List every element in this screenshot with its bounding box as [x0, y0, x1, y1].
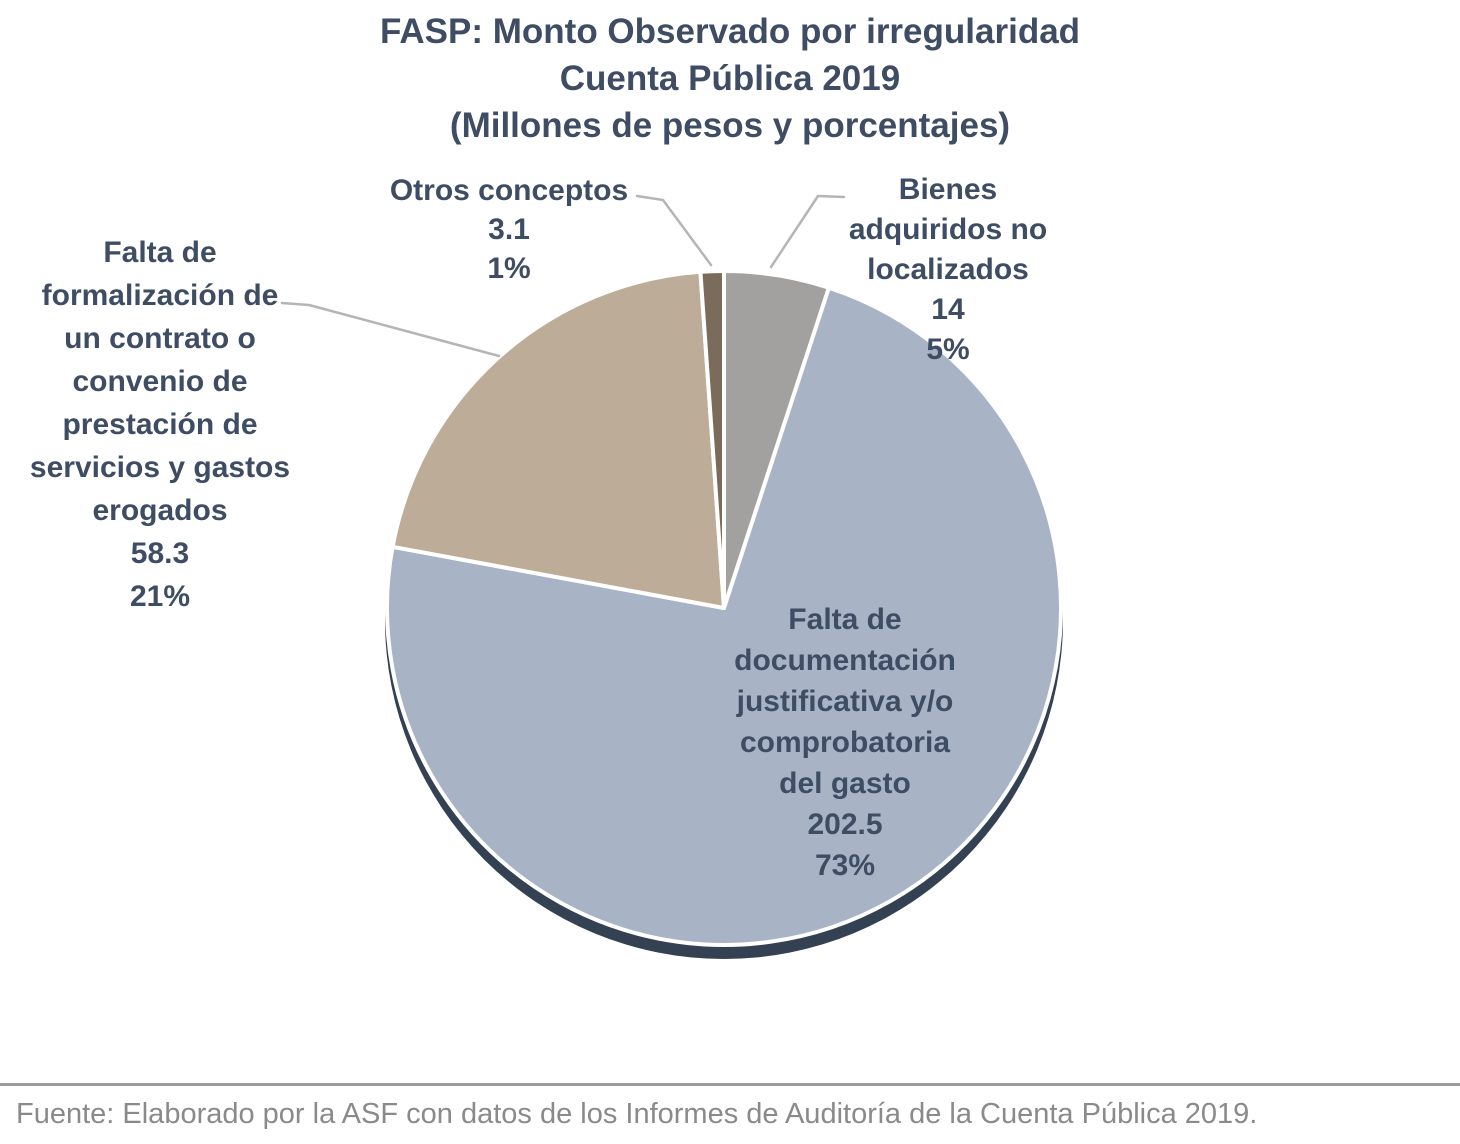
callout-line: documentación: [734, 644, 956, 677]
chart-title-line-2: Cuenta Pública 2019: [559, 59, 901, 98]
callout-otros-conceptos: [390, 171, 628, 288]
callout-line: comprobatoria: [739, 726, 951, 759]
callout-line: prestación de: [62, 408, 258, 441]
callout-line: un contrato o: [64, 322, 256, 355]
callout-percent: 21%: [129, 580, 191, 613]
leader-line-bienes: [771, 196, 844, 267]
callout-line: Falta de: [103, 236, 217, 269]
pie-slices: [387, 271, 1061, 945]
callout-line: adquiridos no: [848, 213, 1048, 246]
callout-percent: 73%: [814, 849, 876, 882]
callout-line: Otros conceptos: [389, 174, 629, 207]
callout-value: 58.3: [130, 537, 190, 570]
chart-title-line-3: (Millones de pesos y porcentajes): [449, 106, 1011, 145]
callout-line: Falta de: [788, 603, 902, 636]
callout-line: erogados: [92, 494, 228, 527]
callout-falta-formalizacion: [30, 231, 290, 618]
source-note: Fuente: Elaborado por la ASF con datos de los Informes de Auditoría de la Cuenta Pública 2019.: [16, 1098, 1258, 1130]
callout-bienes-adquiridos: [849, 170, 1047, 370]
callout-line: Bienes: [898, 173, 998, 206]
callout-percent: 5%: [926, 333, 970, 366]
chart-title-line-1: FASP: Monto Observado por irregularidad: [379, 12, 1081, 51]
footer-divider: [0, 1083, 1460, 1086]
label-falta-documentacion: [734, 599, 956, 886]
callout-line: servicios y gastos: [29, 451, 291, 484]
callout-line: justificativa y/o: [736, 685, 954, 718]
pie-slice-falta-formalizacion: [393, 272, 724, 608]
callout-line: del gasto: [779, 767, 911, 800]
callout-percent: 1%: [487, 252, 531, 285]
callout-value: 14: [931, 293, 965, 326]
callout-line: formalización de: [41, 279, 279, 312]
leader-line-otros: [637, 196, 711, 265]
callout-value: 3.1: [488, 213, 530, 246]
leader-line-formalizacion: [282, 303, 499, 356]
callout-line: convenio de: [72, 365, 248, 398]
callout-line: localizados: [867, 253, 1029, 286]
callout-value: 202.5: [807, 808, 883, 841]
